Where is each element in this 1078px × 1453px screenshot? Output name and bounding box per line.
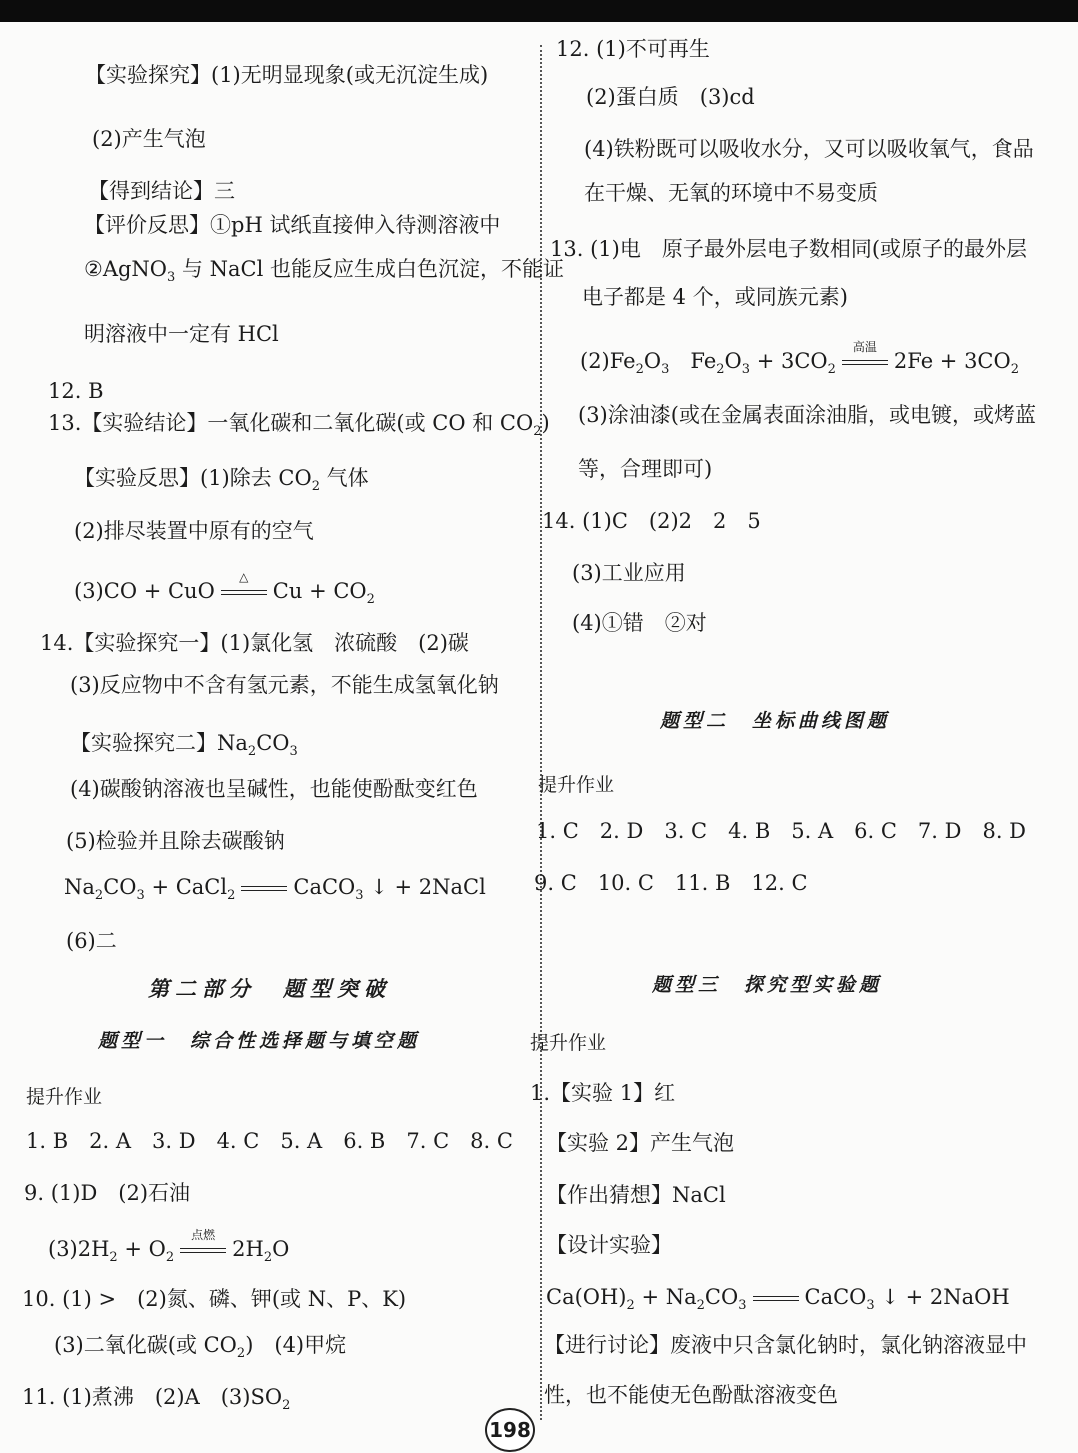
page-number: 198 — [485, 1408, 535, 1452]
answer-line: (4)铁粉既可以吸收水分，又可以吸收氧气，食品 — [584, 137, 1034, 161]
answer-line: 1.【实验 1】红 — [530, 1081, 676, 1105]
answer-line: (3)二氧化碳(或 $CO_2$) (4)甲烷 — [54, 1333, 347, 1362]
answer-line: (2)产生气泡 — [92, 127, 206, 151]
answer-line: 【进行讨论】废液中只含氯化钠时，氯化钠溶液显中 — [544, 1333, 1027, 1357]
answer-line: 10. (1) > (2)氮、磷、钾(或 N、P、K) — [22, 1287, 407, 1311]
answer-line: (3)涂油漆(或在金属表面涂油脂，或电镀，或烤蓝 — [578, 403, 1036, 427]
top-border — [0, 0, 1078, 22]
answer-line: 1. B 2. A 3. D 4. C 5. A 6. B 7. C 8. C — [26, 1129, 513, 1153]
answer-line: 在干燥、无氧的环境中不易变质 — [584, 181, 878, 205]
answer-line: 【实验 2】产生气泡 — [546, 1131, 735, 1155]
section-heading: 题型一 综合性选择题与填空题 — [98, 1030, 421, 1052]
answer-line: 等，合理即可) — [578, 457, 713, 481]
answer-line: 性，也不能使无色酚酞溶液变色 — [544, 1383, 838, 1407]
equation-line: (3)CO + CuO △ $Cu + CO_2$ — [74, 570, 375, 608]
answer-line: (3)反应物中不含有氢元素，不能生成氢氧化钠 — [70, 673, 499, 697]
column-divider — [540, 45, 542, 1420]
section-heading: 题型二 坐标曲线图题 — [660, 710, 891, 732]
answer-line: 【实验反思】(1)除去 $CO_2$ 气体 — [74, 466, 369, 495]
equation-line: $(3)2H_2 + O_2$ 点燃 $2H_2O$ — [48, 1228, 290, 1266]
answer-line: 9. C 10. C 11. B 12. C — [534, 871, 808, 895]
equation-line: $Na_2CO_3$ + CaCl$_2$ CaCO$_3$ ↓ + 2NaCl — [64, 875, 486, 904]
answer-line: (4)①错 ②对 — [572, 611, 707, 635]
answer-line: 【实验探究】(1)无明显现象(或无沉淀生成) — [85, 63, 489, 87]
answer-line: 14.【实验探究一】(1)氯化氢 浓硫酸 (2)碳 — [40, 631, 469, 655]
answer-line: (2)排尽装置中原有的空气 — [74, 519, 314, 543]
answer-line: (3)工业应用 — [572, 561, 686, 585]
answer-line: 【设计实验】 — [546, 1233, 672, 1257]
answer-line: 【实验探究二】$Na_2CO_3$ — [70, 731, 298, 760]
answer-line: 【作出猜想】NaCl — [546, 1183, 726, 1207]
answer-line: (4)碳酸钠溶液也呈碱性，也能使酚酞变红色 — [70, 777, 478, 801]
subsection-label: 提升作业 — [530, 1032, 607, 1054]
equation-line: $Ca(OH)_2 + Na_2CO_3$ CaCO$_3$ ↓ + 2NaOH — [546, 1285, 1010, 1314]
answer-line: ②AgNO$_3$ 与 NaCl 也能反应生成白色沉淀，不能证 — [84, 257, 565, 286]
answer-line: 13. (1)电 原子最外层电子数相同(或原子的最外层 — [550, 237, 1028, 261]
equation-line: $(2)Fe_2O_3$ $Fe_2O_3 + 3CO_2$ 高温 $2Fe + 3CO_2$ — [580, 340, 1019, 378]
answer-line: 12. (1)不可再生 — [556, 37, 710, 61]
answer-line: 明溶液中一定有 HCl — [84, 322, 279, 346]
subsection-label: 提升作业 — [26, 1086, 103, 1108]
answer-line: 14. (1)C (2)2 2 5 — [542, 509, 761, 533]
answer-line: 12. B — [48, 379, 104, 403]
answer-line: 【得到结论】三 — [88, 179, 235, 203]
answer-line: (5)检验并且除去碳酸钠 — [66, 829, 285, 853]
answer-line: 9. (1)D (2)石油 — [24, 1181, 191, 1205]
answer-line: 13.【实验结论】一氧化碳和二氧化碳(或 CO 和 $CO_2$) — [48, 411, 550, 440]
part-heading: 第二部分 题型突破 — [148, 976, 391, 1001]
answer-line: (6)二 — [66, 929, 117, 953]
subsection-label: 提升作业 — [538, 774, 615, 796]
answer-line: 1. C 2. D 3. C 4. B 5. A 6. C 7. D 8. D — [536, 819, 1027, 843]
section-heading: 题型三 探究型实验题 — [652, 974, 883, 996]
answer-line: (2)蛋白质 (3)cd — [586, 85, 755, 109]
answer-line: 电子都是 4 个，或同族元素) — [582, 285, 848, 309]
answer-line: 11. (1)煮沸 (2)A $(3)SO_2$ — [22, 1385, 291, 1414]
answer-line: 【评价反思】①pH 试纸直接伸入待测溶液中 — [84, 213, 501, 237]
